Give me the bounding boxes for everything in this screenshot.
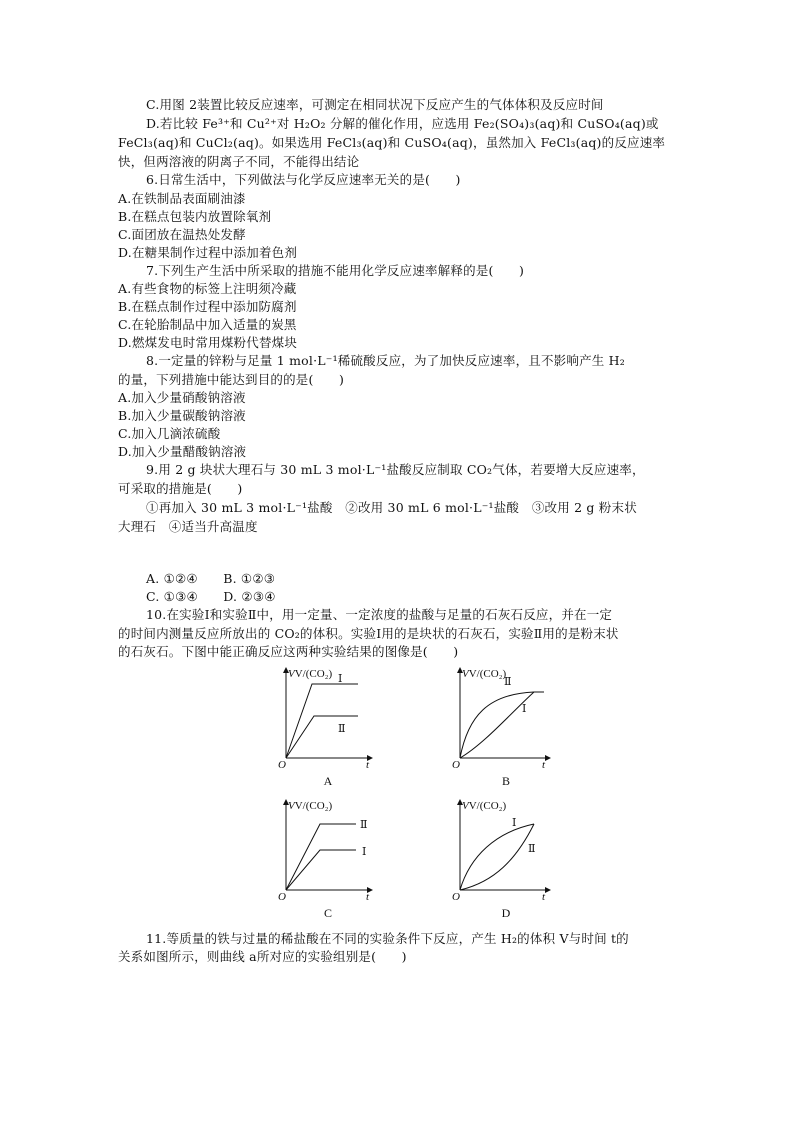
option-c-text: C.用图 2装置比较反应速率，可测定在相同状况下反应产生的气体体积及反应时间	[146, 97, 604, 112]
x-axis-label: t	[542, 891, 546, 903]
graph-b	[450, 664, 554, 792]
question-6-option-b: B.在糕点包装内放置除氧剂	[118, 209, 272, 224]
origin-label: O	[452, 759, 460, 771]
question-11-stem: 11.等质量的铁与过量的稀盐酸在不同的实验条件下反应，产生 H₂的体积 V与时间 t的	[146, 931, 629, 946]
series-ii-label: Ⅱ	[504, 676, 512, 688]
graph-c	[276, 796, 376, 924]
question-9-measures-continued: 大理石 ④适当升高温度	[118, 519, 258, 534]
svg-text:VV/(CO₂): VV/(CO₂)	[462, 800, 507, 812]
origin-label: O	[278, 759, 286, 771]
series-i-label: Ⅰ	[522, 703, 527, 715]
question-6-option-d: D.在糖果制作过程中添加着色剂	[118, 245, 298, 260]
origin-label: O	[452, 891, 460, 903]
question-8-stem: 8.一定量的锌粉与足量 1 mol·L⁻¹稀硫酸反应，为了加快反应速率，且不影响产生 H₂	[146, 353, 625, 368]
curve-ii	[286, 824, 356, 890]
graph-a	[276, 664, 376, 792]
graph-d-caption: D	[501, 906, 511, 920]
question-10-stem: 10.在实验Ⅰ和实验Ⅱ中，用一定量、一定浓度的盐酸与足量的石灰石反应，并在一定	[146, 607, 613, 622]
series-i-label: Ⅰ	[362, 846, 367, 858]
svg-text:VV/(CO₂): VV/(CO₂)	[462, 668, 507, 680]
question-9-options-cd: C. ①③④ D. ②③④	[146, 589, 276, 604]
graph-b-caption: B	[501, 774, 511, 788]
x-axis-label: t	[542, 759, 546, 771]
svg-text:VV/(CO₂): VV/(CO₂)	[288, 668, 333, 680]
curve-ii	[286, 716, 358, 758]
question-7-option-a: A.有些食物的标签上注明须冷藏	[118, 281, 297, 296]
curve-ii	[460, 824, 534, 890]
question-9-options-ab: A. ①②④ B. ①②③	[146, 571, 276, 586]
graph-a-caption: A	[323, 774, 333, 788]
series-i-label: Ⅰ	[338, 673, 343, 685]
option-d-text: D.若比较 Fe³⁺和 Cu²⁺对 H₂O₂ 分解的催化作用，应选用 Fe₂(SO₄)₃(aq)和 CuSO₄(aq)或	[146, 116, 659, 131]
y-axis-label: V/(CO₂)	[468, 668, 507, 680]
graph-d	[450, 796, 554, 924]
x-axis-label: t	[366, 759, 370, 771]
question-9-measures: ①再加入 30 mL 3 mol·L⁻¹盐酸 ②改用 30 mL 6 mol·L⁻¹盐酸 ③改用 2 g 粉末状	[146, 500, 637, 515]
svg-text:VV/(CO₂): VV/(CO₂)	[288, 800, 333, 812]
question-8-option-b: B.加入少量碳酸钠溶液	[118, 408, 246, 423]
question-11-stem-continued: 关系如图所示，则曲线 a所对应的实验组别是( )	[118, 949, 407, 964]
y-axis-label: V/(CO₂)	[294, 800, 333, 812]
y-axis-label: V/(CO₂)	[294, 668, 333, 680]
question-10-stem-continued: 的时间内测量反应所放出的 CO₂的体积。实验Ⅰ用的是块状的石灰石，实验Ⅱ用的是粉末状	[118, 626, 619, 641]
curve-i	[286, 684, 358, 758]
question-8-stem-continued: 的量，下列措施中能达到目的的是( )	[118, 372, 345, 387]
question-6-option-a: A.在铁制品表面刷油漆	[118, 191, 246, 206]
question-9-stem: 9.用 2 g 块状大理石与 30 mL 3 mol·L⁻¹盐酸反应制取 CO₂气体，若要增大反应速率，	[146, 462, 645, 477]
curve-i	[460, 824, 534, 890]
question-7-stem: 7.下列生产生活中所采取的措施不能用化学反应速率解释的是( )	[146, 263, 525, 278]
option-d-continued: FeCl₃(aq)和 CuCl₂(aq)。如果选用 FeCl₃(aq)和 CuSO₄(aq)，虽然加入 FeCl₃(aq)的反应速率	[118, 135, 666, 150]
question-7-option-c: C.在轮胎制品中加入适量的炭黑	[118, 317, 297, 332]
series-ii-label: Ⅱ	[360, 819, 368, 831]
series-i-label: Ⅰ	[512, 817, 517, 829]
question-10-stem-continued: 的石灰石。下图中能正确反应这两种实验结果的图像是( )	[118, 644, 459, 659]
origin-label: O	[278, 891, 286, 903]
curve-i	[460, 692, 544, 758]
question-6-stem: 6.日常生活中，下列做法与化学反应速率无关的是( )	[146, 172, 461, 187]
question-8-option-a: A.加入少量硝酸钠溶液	[118, 390, 246, 405]
x-axis-label: t	[366, 891, 370, 903]
question-9-stem-continued: 可采取的措施是( )	[118, 481, 243, 496]
question-8-option-c: C.加入几滴浓硫酸	[118, 426, 221, 441]
question-8-option-d: D.加入少量醋酸钠溶液	[118, 444, 247, 459]
series-ii-label: Ⅱ	[528, 843, 536, 855]
question-7-option-d: D.燃煤发电时常用煤粉代替煤块	[118, 335, 298, 350]
question-6-option-c: C.面团放在温热处发酵	[118, 227, 246, 242]
question-7-option-b: B.在糕点制作过程中添加防腐剂	[118, 299, 297, 314]
y-axis-label: V/(CO₂)	[468, 800, 507, 812]
option-d-continued: 快，但两溶液的阴离子不同，不能得出结论	[118, 154, 360, 169]
graph-c-caption: C	[323, 906, 333, 920]
series-ii-label: Ⅱ	[338, 723, 346, 735]
